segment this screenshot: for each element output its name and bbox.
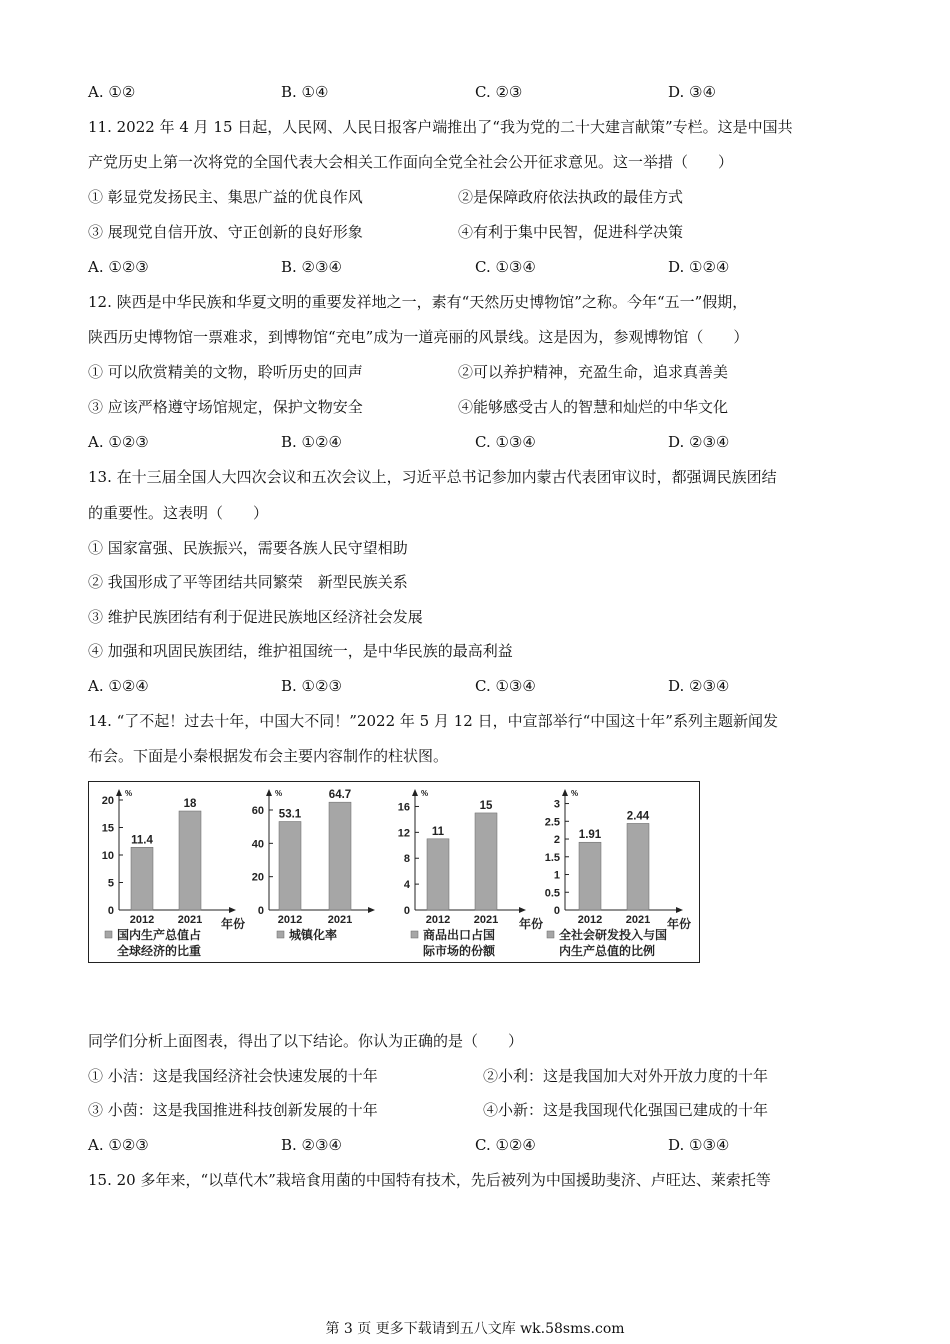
chart1-legend-swatch	[105, 931, 112, 938]
chart3-legend-text: 际市场的份额	[423, 944, 496, 958]
q14-statements-row1	[88, 1066, 868, 1086]
chart1-x-tick-label: 2012	[129, 914, 155, 926]
chart4-x-axis-label: 年份	[667, 917, 692, 931]
page-footer: 第 3 页 更多下载请到五八文库 wk.58sms.com	[325, 1321, 625, 1337]
chart4-y-tick-label: 0.5	[544, 887, 560, 900]
chart3-x-tick-label: 2012	[425, 914, 451, 926]
q14-option-d[interactable]: D. ①③④	[668, 1136, 730, 1154]
chart3-bar-2021	[475, 813, 497, 910]
chart3-y-tick-label: 0	[403, 905, 410, 917]
chart4-legend-text: 内生产总值的比例	[559, 944, 656, 958]
q11-statement-4: ④有利于集中民智，促进科学决策	[458, 223, 684, 241]
q13-stem-line2: 的重要性。这表明（ ）	[88, 504, 269, 522]
chart2-y-tick-label: 20	[251, 871, 264, 884]
q12-option-b[interactable]: B. ①②④	[281, 433, 342, 451]
q13-option-d[interactable]: D. ②③④	[668, 677, 730, 695]
q12-statement-1: ① 可以欣赏精美的文物，聆听历史的回声	[88, 363, 363, 381]
q13-statement-3: ③ 维护民族团结有利于促进民族地区经济社会发展	[88, 608, 423, 626]
q15-stem-line1: 15. 20 多年来，“以草代木”栽培食用菌的中国特有技术，先后被列为中国援助斐济、卢旺达、莱索托等	[88, 1171, 771, 1189]
q10-options	[88, 82, 868, 102]
chart4-value-label: 2.44	[626, 810, 650, 823]
chart4-bar-2012	[579, 842, 601, 910]
chart2-x-arrow	[368, 907, 375, 913]
chart4-y-tick-label: 0	[553, 905, 560, 917]
q11-option-a[interactable]: A. ①②③	[88, 258, 149, 276]
q10-option-d[interactable]: D. ③④	[668, 83, 716, 101]
chart4-unit-label: %	[571, 789, 579, 798]
q13-option-a[interactable]: A. ①②④	[88, 677, 149, 695]
chart2-x-tick-label: 2012	[277, 914, 303, 926]
chart3-y-tick-label: 4	[403, 879, 410, 892]
q11-statement-1: ① 彰显党发扬民主、集思广益的优良作风	[88, 188, 363, 206]
chart2-bar-2021	[329, 802, 351, 910]
q13-statement-2: ② 我国形成了平等团结共同繁荣 新型民族关系	[88, 573, 408, 591]
q11-option-d[interactable]: D. ①②④	[668, 258, 730, 276]
chart2-y-tick-label: 0	[257, 905, 264, 917]
chart1-unit-label: %	[125, 789, 133, 798]
chart3-bar-2012	[427, 839, 449, 910]
chart4-x-tick-label: 2012	[577, 914, 603, 926]
chart1-value-label: 11.4	[131, 834, 153, 847]
chart3-legend-swatch	[411, 931, 418, 938]
q10-option-a[interactable]: A. ①②	[88, 83, 136, 101]
q12-statements-row2	[88, 397, 868, 417]
chart2-y-tick-label: 40	[251, 838, 264, 851]
chart1-legend-text: 全球经济的比重	[117, 944, 202, 958]
chart1-x-axis-label: 年份	[221, 917, 246, 931]
chart1-bar-2021	[179, 811, 201, 910]
q11-option-b[interactable]: B. ②③④	[281, 258, 342, 276]
chart4-bar-2021	[627, 823, 649, 910]
q14-statements-row2	[88, 1100, 868, 1120]
chart1-y-tick-label: 10	[101, 850, 114, 862]
chart2-y-tick-label: 60	[251, 805, 264, 817]
q14-stem-line1: 14. “了不起！过去十年，中国大不同！”2022 年 5 月 12 日，中宣部举行“中国这十年”系列主题新闻发	[88, 712, 778, 730]
q12-options	[88, 432, 868, 452]
chart1-y-arrow	[116, 789, 122, 796]
q13-options	[88, 676, 868, 696]
q12-statement-3: ③ 应该严格遵守场馆规定，保护文物安全	[88, 398, 363, 416]
chart3-x-arrow	[519, 907, 526, 913]
chart1-value-label: 18	[183, 798, 197, 810]
chart1-y-tick-label: 15	[101, 822, 114, 835]
chart4-y-tick-label: 2	[553, 834, 560, 847]
chart4-y-tick-label: 3	[553, 798, 560, 811]
chart2-legend-swatch	[277, 931, 284, 938]
q14-stem-line2: 布会。下面是小秦根据发布会主要内容制作的柱状图。	[88, 747, 449, 765]
chart2-value-label: 64.7	[328, 789, 352, 802]
q14-statement-3: ③ 小茵：这是我国推进科技创新发展的十年	[88, 1101, 378, 1119]
q11-statement-2: ②是保障政府依法执政的最佳方式	[458, 188, 684, 206]
chart3-y-tick-label: 16	[397, 801, 410, 814]
chart1-x-tick-label: 2021	[177, 914, 203, 926]
chart1-y-tick-label: 20	[101, 795, 114, 807]
chart2-bar-2012	[279, 822, 301, 911]
q13-statement-4: ④ 加强和巩固民族团结，维护祖国统一，是中华民族的最高利益	[88, 642, 513, 660]
chart1-y-tick-label: 5	[107, 877, 114, 890]
chart2-value-label: 53.1	[278, 808, 302, 821]
q12-option-a[interactable]: A. ①②③	[88, 433, 149, 451]
q11-option-c[interactable]: C. ①③④	[475, 258, 536, 276]
q12-statements-row1	[88, 362, 868, 382]
q14-option-a[interactable]: A. ①②③	[88, 1136, 149, 1154]
chart4-legend-text: 全社会研发投入与国	[559, 928, 668, 942]
chart3-x-tick-label: 2021	[473, 914, 499, 926]
chart1-y-tick-label: 0	[107, 905, 114, 917]
q14-stem-line3: 同学们分析上面图表，得出了以下结论。你认为正确的是（ ）	[88, 1032, 524, 1050]
chart4-x-tick-label: 2021	[625, 914, 651, 926]
bar-chart-figure	[88, 781, 700, 963]
q12-statement-4: ④能够感受古人的智慧和灿烂的中华文化	[458, 398, 729, 416]
chart4-x-arrow	[676, 907, 683, 913]
chart2-legend-text: 城镇化率	[289, 928, 338, 942]
chart2-y-arrow	[266, 789, 272, 796]
q12-option-c[interactable]: C. ①③④	[475, 433, 536, 451]
q12-option-d[interactable]: D. ②③④	[668, 433, 730, 451]
q11-statements-row1	[88, 187, 868, 207]
q12-stem-line2: 陕西历史博物馆一票难求，到博物馆“充电”成为一道亮丽的风景线。这是因为，参观博物馆（ ）	[88, 328, 749, 346]
chart4-legend-swatch	[547, 931, 554, 938]
chart3-y-arrow	[412, 789, 418, 796]
chart4-y-tick-label: 2.5	[544, 816, 560, 829]
q14-options	[88, 1135, 868, 1155]
chart1-bar-2012	[131, 847, 153, 910]
q11-stem-line2: 产党历史上第一次将党的全国代表大会相关工作面向全党全社会公开征求意见。这一举措（ ）	[88, 153, 734, 171]
q11-statements-row2	[88, 222, 868, 242]
chart3-y-tick-label: 8	[403, 853, 410, 866]
chart1-legend-text: 国内生产总值占	[117, 928, 202, 942]
q14-statement-2: ②小利：这是我国加大对外开放力度的十年	[483, 1067, 769, 1085]
q12-statement-2: ②可以养护精神，充盈生命，追求真善美	[458, 363, 729, 381]
chart4-value-label: 1.91	[578, 829, 602, 842]
chart4-y-tick-label: 1	[553, 869, 560, 882]
q13-stem-line1: 13. 在十三届全国人大四次会议和五次会议上，习近平总书记参加内蒙古代表团审议时，都强调民族团结	[88, 468, 777, 486]
q11-options	[88, 257, 868, 277]
q14-option-c[interactable]: C. ①②④	[475, 1136, 536, 1154]
q14-statement-4: ④小新：这是我国现代化强国已建成的十年	[483, 1101, 769, 1119]
chart4-y-arrow	[562, 789, 568, 796]
bar-charts-svg	[89, 782, 699, 962]
q13-option-b[interactable]: B. ①②③	[281, 677, 342, 695]
chart3-unit-label: %	[421, 789, 429, 798]
q14-option-b[interactable]: B. ②③④	[281, 1136, 342, 1154]
q11-statement-3: ③ 展现党自信开放、守正创新的良好形象	[88, 223, 363, 241]
chart3-value-label: 15	[479, 799, 493, 812]
chart1-x-arrow	[229, 907, 236, 913]
q13-option-c[interactable]: C. ①③④	[475, 677, 536, 695]
chart3-legend-text: 商品出口占国	[423, 928, 496, 942]
chart2-unit-label: %	[275, 789, 283, 798]
q10-option-b[interactable]: B. ①④	[281, 83, 329, 101]
chart3-y-tick-label: 12	[397, 827, 410, 840]
q12-stem-line1: 12. 陕西是中华民族和华夏文明的重要发祥地之一，素有“天然历史博物馆”之称。今年“五一”假期，	[88, 293, 748, 311]
chart4-y-tick-label: 1.5	[544, 851, 560, 864]
q13-statement-1: ① 国家富强、民族振兴，需要各族人民守望相助	[88, 539, 408, 557]
chart2-x-tick-label: 2021	[327, 914, 353, 926]
q11-stem-line1: 11. 2022 年 4 月 15 日起，人民网、人民日报客户端推出了“我为党的二十大建言献策”专栏。这是中国共	[88, 118, 793, 136]
q10-option-c[interactable]: C. ②③	[475, 83, 523, 101]
chart3-x-axis-label: 年份	[519, 917, 544, 931]
q14-statement-1: ① 小洁：这是我国经济社会快速发展的十年	[88, 1067, 378, 1085]
chart3-value-label: 11	[431, 825, 445, 838]
